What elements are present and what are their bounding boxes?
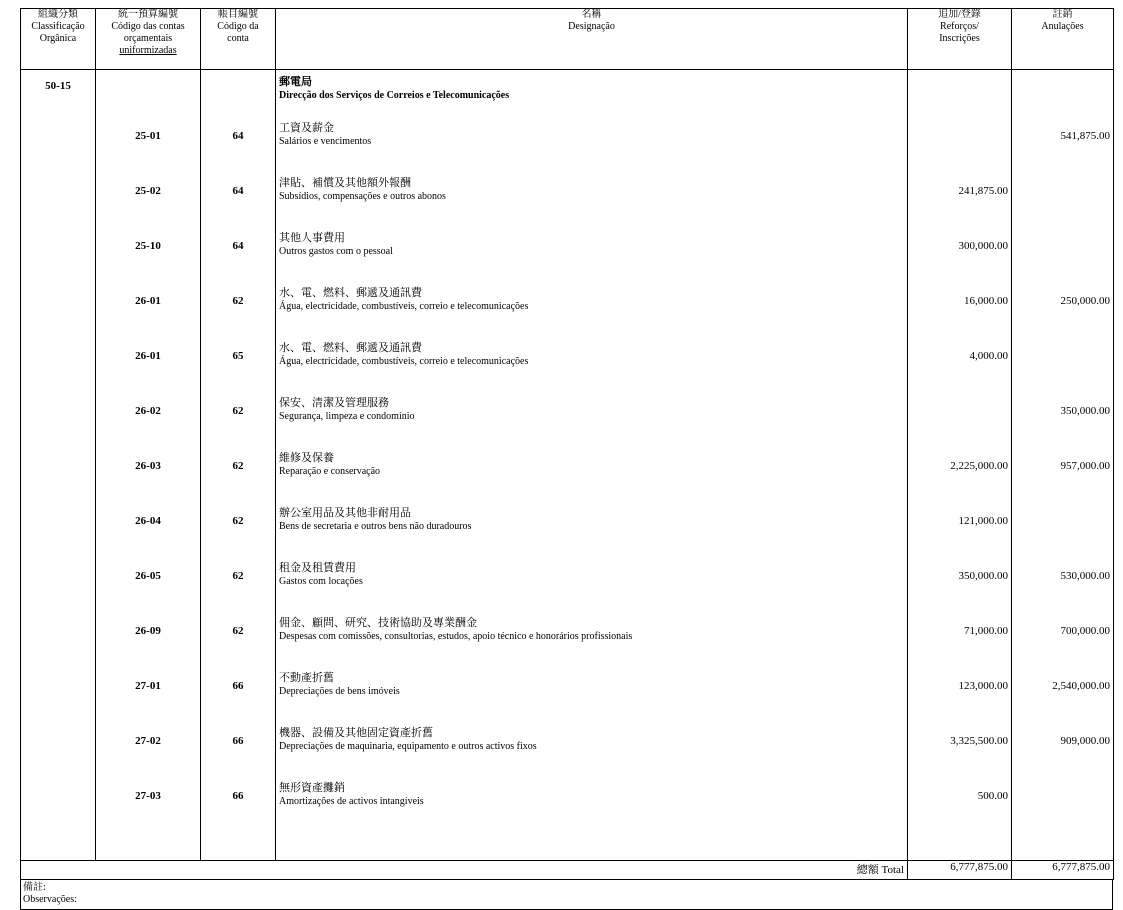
row-anulacoes: [1012, 501, 1114, 556]
total-anulacoes: 6,777,875.00: [1012, 861, 1114, 880]
header-reforcos: 追加/登錄 Reforços/ Inscrições: [908, 9, 1012, 70]
table-row: [21, 226, 1114, 281]
table-row: [21, 556, 1114, 611]
row-anulacoes: 350,000.00: [1012, 391, 1114, 446]
row-org-cell: [21, 556, 96, 611]
row-account-code: 62: [201, 391, 276, 446]
row-designation: [276, 501, 908, 556]
row-reforcos: 500.00: [908, 776, 1012, 831]
row-account-code: 66: [201, 776, 276, 831]
row-name-pt: Reparação e conservação: [279, 466, 381, 477]
row-designation: [276, 171, 908, 226]
table-row: [21, 776, 1114, 831]
table-row: [21, 446, 1114, 501]
row-anulacoes: 909,000.00: [1012, 721, 1114, 776]
row-budget-code: 26-01: [96, 336, 201, 391]
row-budget-code: 26-02: [96, 391, 201, 446]
table-row: [21, 391, 1114, 446]
row-reforcos: 2,225,000.00: [908, 446, 1012, 501]
row-designation: [276, 721, 908, 776]
row-designation: [276, 336, 908, 391]
header-designation: 名稱 Designação: [276, 9, 908, 70]
observations-box: [20, 880, 1113, 910]
row-designation: [276, 666, 908, 721]
row-name-zh: 其他人事費用: [279, 232, 345, 244]
row-designation: [276, 556, 908, 611]
row-anulacoes: [1012, 336, 1114, 391]
row-anulacoes: [1012, 776, 1114, 831]
organization-row: [21, 70, 1114, 117]
budget-rows: [21, 116, 1114, 831]
row-account-code: 62: [201, 281, 276, 336]
row-anulacoes: 541,875.00: [1012, 116, 1114, 171]
row-name-zh: 津貼、補償及其他額外報酬: [279, 177, 411, 189]
row-budget-code: 25-01: [96, 116, 201, 171]
row-reforcos: 121,000.00: [908, 501, 1012, 556]
row-designation: [276, 611, 908, 666]
row-budget-code: 25-10: [96, 226, 201, 281]
table-header-row: [21, 9, 1114, 70]
row-org-cell: [21, 226, 96, 281]
row-reforcos: 350,000.00: [908, 556, 1012, 611]
org-name: 郵電局 Direcção dos Serviços de Correios e Telecomunicações: [276, 70, 908, 117]
table-row: [21, 281, 1114, 336]
row-name-pt: Outros gastos com o pessoal: [279, 246, 393, 257]
row-name-pt: Bens de secretaria e outros bens não duradouros: [279, 521, 472, 532]
row-name-zh: 無形資產攤銷: [279, 782, 345, 794]
table-row: [21, 611, 1114, 666]
row-org-cell: [21, 446, 96, 501]
row-budget-code: 26-03: [96, 446, 201, 501]
row-account-code: 66: [201, 666, 276, 721]
spacer-row: [21, 831, 1114, 861]
total-reforcos: 6,777,875.00: [908, 861, 1012, 880]
row-anulacoes: 2,540,000.00: [1012, 666, 1114, 721]
total-label: 總額 Total: [21, 861, 908, 880]
row-reforcos: 16,000.00: [908, 281, 1012, 336]
header-org-classification: 組織分類 Classificação Orgânica: [21, 9, 96, 70]
row-designation: [276, 116, 908, 171]
row-reforcos: 241,875.00: [908, 171, 1012, 226]
row-org-cell: [21, 336, 96, 391]
row-name-zh: 機器、設備及其他固定資產折舊: [279, 727, 433, 739]
row-reforcos: 71,000.00: [908, 611, 1012, 666]
table-row: [21, 336, 1114, 391]
table-row: [21, 116, 1114, 171]
row-anulacoes: 530,000.00: [1012, 556, 1114, 611]
row-org-cell: [21, 391, 96, 446]
row-name-zh: 維修及保養: [279, 452, 334, 464]
row-name-zh: 水、電、燃料、郵遞及通訊費: [279, 342, 422, 354]
row-budget-code: 26-05: [96, 556, 201, 611]
row-org-cell: [21, 721, 96, 776]
row-reforcos: 123,000.00: [908, 666, 1012, 721]
row-account-code: 64: [201, 226, 276, 281]
row-org-cell: [21, 171, 96, 226]
row-designation: [276, 281, 908, 336]
row-account-code: 62: [201, 556, 276, 611]
row-name-zh: 辦公室用品及其他非耐用品: [279, 507, 411, 519]
row-anulacoes: 700,000.00: [1012, 611, 1114, 666]
row-budget-code: 26-01: [96, 281, 201, 336]
row-name-pt: Amortizações de activos intangíveis: [279, 796, 424, 807]
row-name-zh: 租金及租賃費用: [279, 562, 356, 574]
row-account-code: 64: [201, 116, 276, 171]
org-code: 50-15: [21, 70, 96, 117]
row-budget-code: 26-04: [96, 501, 201, 556]
row-name-pt: Depreciações de bens imóveis: [279, 686, 400, 697]
observations-label-zh: 備註:: [23, 882, 46, 893]
row-designation: [276, 226, 908, 281]
row-name-zh: 佣金、顧問、研究、技術協助及專業酬金: [279, 617, 477, 629]
total-row: [21, 861, 1114, 880]
row-reforcos: [908, 116, 1012, 171]
row-budget-code: 25-02: [96, 171, 201, 226]
row-name-pt: Segurança, limpeza e condomínio: [279, 411, 415, 422]
row-org-cell: [21, 281, 96, 336]
row-org-cell: [21, 776, 96, 831]
header-account-code: 帳目編號 Código da conta: [201, 9, 276, 70]
row-designation: [276, 776, 908, 831]
row-name-zh: 不動產折舊: [279, 672, 334, 684]
row-anulacoes: 250,000.00: [1012, 281, 1114, 336]
table-row: [21, 501, 1114, 556]
row-account-code: 64: [201, 171, 276, 226]
header-budget-code: 統一預算編號 Código das contas orçamentais uniformizadas: [96, 9, 201, 70]
row-account-code: 62: [201, 611, 276, 666]
row-reforcos: [908, 391, 1012, 446]
row-anulacoes: 957,000.00: [1012, 446, 1114, 501]
observations-label-pt: Observações:: [23, 894, 77, 905]
table-row: [21, 171, 1114, 226]
row-budget-code: 27-01: [96, 666, 201, 721]
row-org-cell: [21, 611, 96, 666]
row-name-pt: Água, electricidade, combustíveis, correio e telecomunicações: [279, 356, 529, 367]
row-reforcos: 4,000.00: [908, 336, 1012, 391]
row-name-pt: Gastos com locações: [279, 576, 363, 587]
row-account-code: 66: [201, 721, 276, 776]
row-anulacoes: [1012, 171, 1114, 226]
budget-document: [20, 8, 1113, 905]
row-name-zh: 水、電、燃料、郵遞及通訊費: [279, 287, 422, 299]
table-row: [21, 721, 1114, 776]
budget-table: [20, 8, 1114, 880]
row-anulacoes: [1012, 226, 1114, 281]
row-name-zh: 保安、清潔及管理服務: [279, 397, 389, 409]
row-org-cell: [21, 666, 96, 721]
row-name-pt: Depreciações de maquinaria, equipamento e outros activos fixos: [279, 741, 537, 752]
row-budget-code: 27-02: [96, 721, 201, 776]
row-name-pt: Água, electricidade, combustíveis, correio e telecomunicações: [279, 301, 529, 312]
table-row: [21, 666, 1114, 721]
row-reforcos: 300,000.00: [908, 226, 1012, 281]
row-budget-code: 26-09: [96, 611, 201, 666]
header-anulacoes: 註銷 Anulações: [1012, 9, 1114, 70]
row-org-cell: [21, 501, 96, 556]
row-name-pt: Despesas com comissões, consultorias, estudos, apoio técnico e honorários profissionais: [279, 631, 633, 642]
row-org-cell: [21, 116, 96, 171]
row-name-zh: 工資及薪金: [279, 122, 334, 134]
row-account-code: 62: [201, 501, 276, 556]
row-reforcos: 3,325,500.00: [908, 721, 1012, 776]
row-designation: [276, 391, 908, 446]
row-designation: [276, 446, 908, 501]
row-name-pt: Subsídios, compensações e outros abonos: [279, 191, 446, 202]
row-account-code: 65: [201, 336, 276, 391]
row-account-code: 62: [201, 446, 276, 501]
row-budget-code: 27-03: [96, 776, 201, 831]
row-name-pt: Salários e vencimentos: [279, 136, 372, 147]
